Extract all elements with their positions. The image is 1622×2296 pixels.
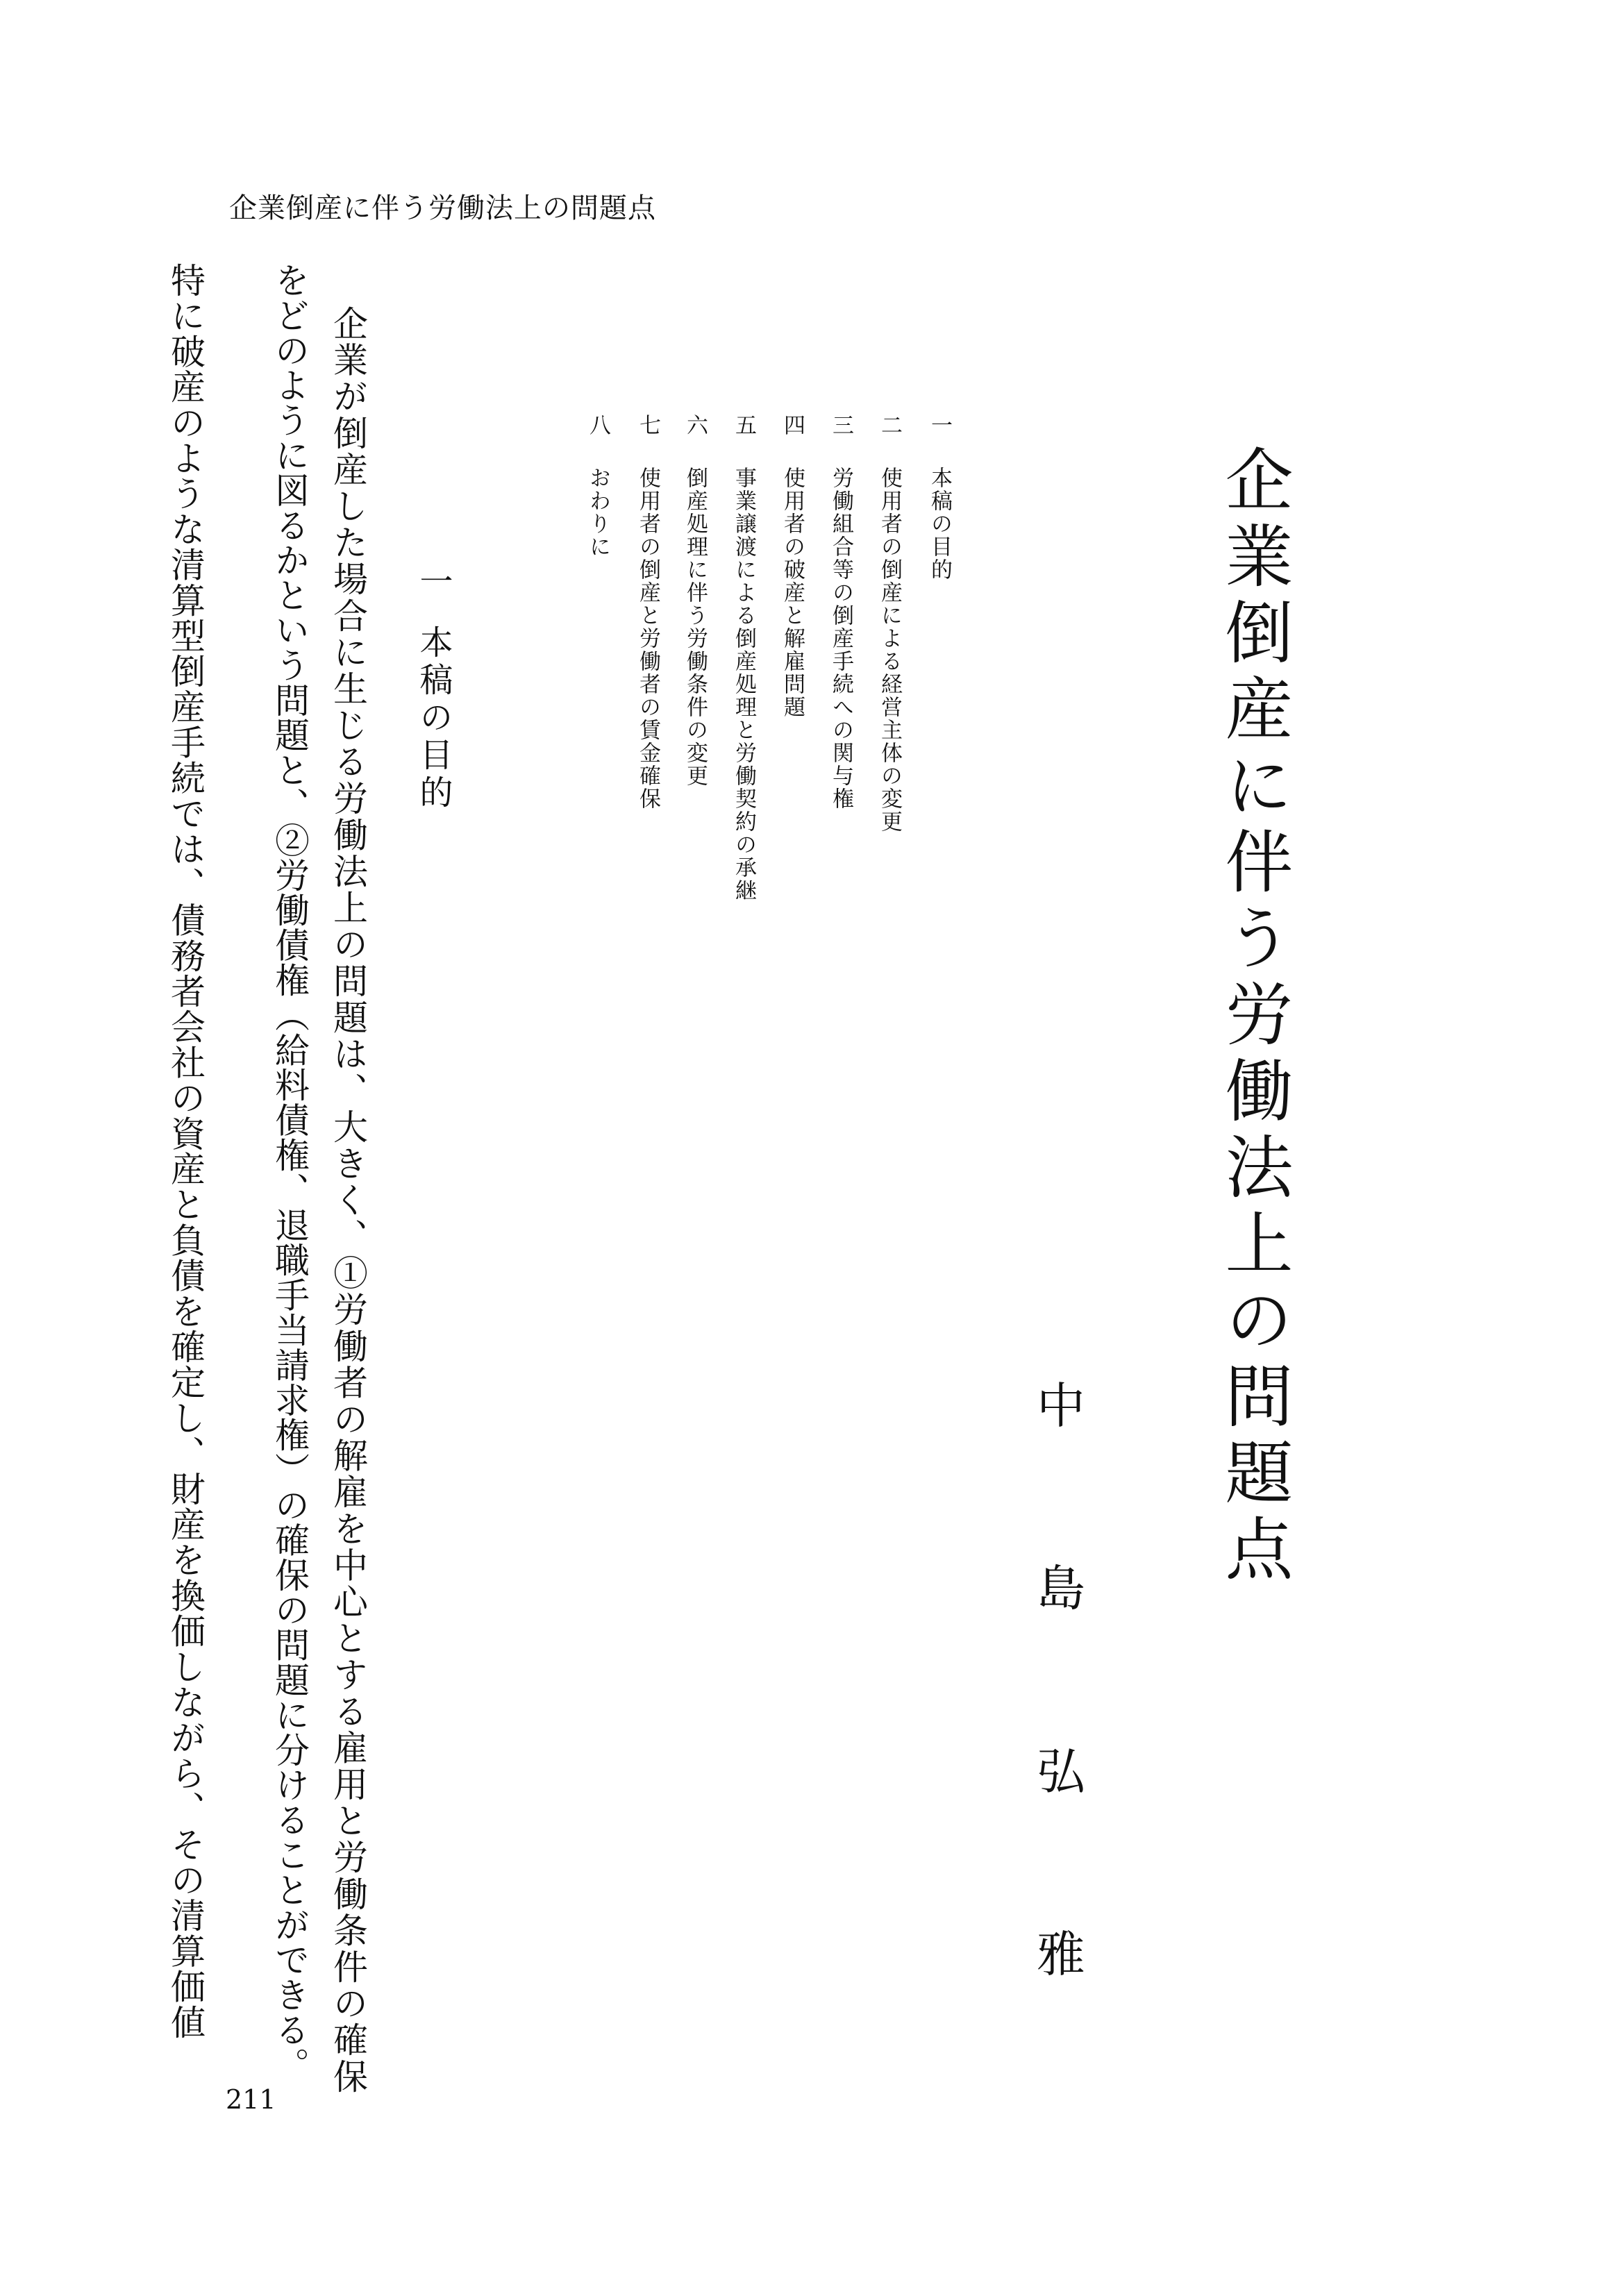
toc-item: [823, 414, 857, 1039]
toc-item: [678, 414, 711, 1039]
toc-item: [580, 414, 614, 1039]
author-char: 島: [1037, 1560, 1085, 1618]
toc-item-label: 労働組合等の倒産手続への関与権: [828, 467, 853, 810]
toc-item-number: 三: [828, 414, 853, 435]
toc-item: [630, 414, 664, 1039]
toc-item-label: 使用者の倒産と労働者の賃金確保: [635, 467, 660, 810]
toc-item-label: おわりに: [585, 467, 610, 558]
page-number: 211: [226, 2084, 276, 2115]
author-char: 中: [1037, 1377, 1085, 1434]
toc-item-number: 一: [927, 414, 952, 435]
body-text-line: 特に破産のような清算型倒産手続では、債務者会社の資産と負債を確定し、財産を換価しながら、その清算価値: [165, 262, 206, 2040]
toc-item-label: 本稿の目的: [927, 467, 952, 581]
section-heading: 本稿の目的: [414, 625, 453, 812]
author-char: 雅: [1037, 1925, 1085, 1983]
body-text-line: 企業が倒産した場合に生じる労働法上の問題は、大きく、①労働者の解雇を中心とする雇用と労働条件の確保: [328, 305, 368, 2095]
toc-item-number: 二: [877, 414, 902, 435]
toc-item: [726, 414, 760, 1039]
body-text-line: をどのように図るかという問題と、②労働債権（給料債権、退職手当請求権）の確保の問題に分けることができる。: [269, 262, 310, 2082]
running-head: 企業倒産に伴う労働法上の問題点: [229, 192, 656, 224]
toc-item-label: 倒産処理に伴う労働条件の変更: [683, 467, 708, 787]
toc-item-number: 八: [585, 414, 610, 435]
toc-item: [922, 414, 955, 1039]
author-char: 弘: [1037, 1743, 1085, 1800]
table-of-contents: [580, 414, 955, 1039]
toc-item-number: 六: [683, 414, 708, 435]
toc-item-number: 七: [635, 414, 660, 435]
author-name: [1019, 1377, 1103, 1983]
toc-item: [872, 414, 905, 1039]
article-title: 企業倒産に伴う労働法上の問題点: [1214, 444, 1293, 1590]
toc-item-number: 四: [780, 414, 805, 435]
section-heading-number: 一: [414, 564, 453, 601]
toc-item-label: 使用者の倒産による経営主体の変更: [877, 467, 902, 833]
toc-item-number: 五: [731, 414, 756, 435]
toc-item-label: 事業譲渡による倒産処理と労働契約の承継: [731, 467, 756, 902]
toc-item-label: 使用者の破産と解雇問題: [780, 467, 805, 719]
toc-item: [775, 414, 808, 1039]
